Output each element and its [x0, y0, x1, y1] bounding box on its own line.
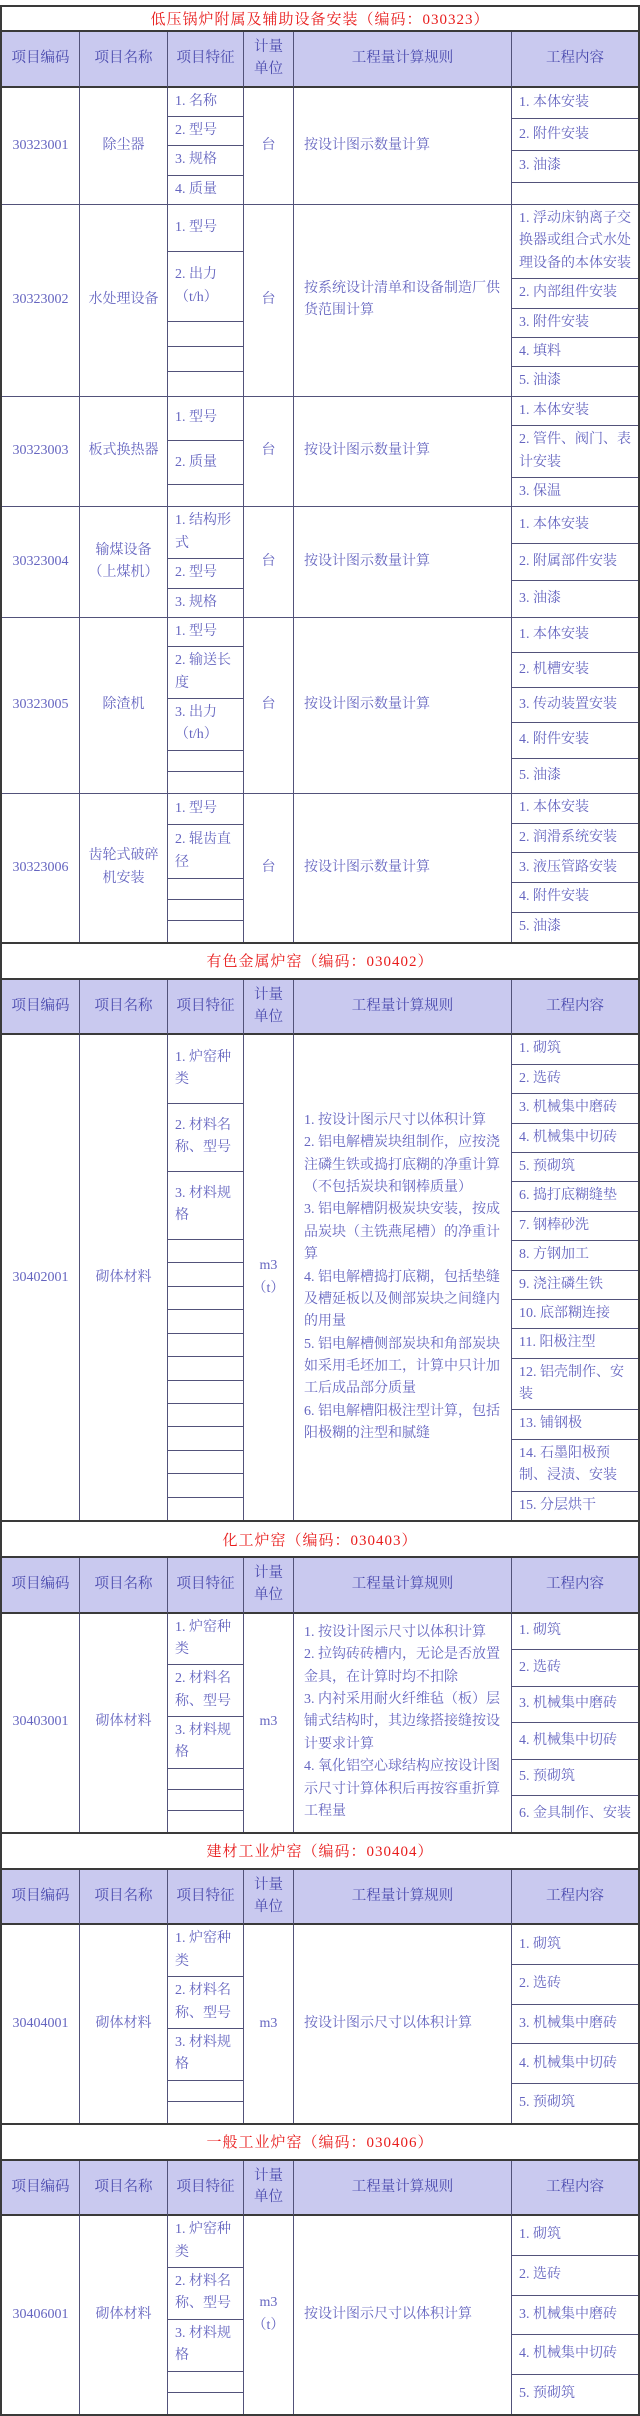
content-item: 3. 附件安装: [512, 309, 638, 338]
feature-item: 1. 炉窑种类: [168, 2216, 243, 2268]
rule-cell: [294, 205, 512, 397]
column-header: 项目特征: [168, 32, 244, 88]
feature-item: [168, 772, 243, 793]
column-header: 工程量计算规则: [294, 1870, 512, 1926]
section-5: [0, 2125, 640, 2416]
rule-item: 1. 按设计图示尺寸以体积计算: [304, 1112, 486, 1128]
feature-item: 3. 材料规格: [168, 2029, 243, 2081]
project-code-cell: 30404001: [2, 1925, 80, 2122]
unit-cell: [244, 507, 294, 618]
content-item: 11. 阳极注型: [512, 1329, 638, 1358]
column-header: 项目特征: [168, 1870, 244, 1926]
content-list-cell: [512, 2216, 638, 2413]
unit-line: （t）: [252, 1280, 285, 1296]
item-row: [2, 397, 638, 508]
unit-cell: [244, 205, 294, 397]
rule-item: 1. 按设计图示尺寸以体积计算: [304, 1624, 486, 1640]
content-item: 2. 机槽安装: [512, 653, 638, 688]
feature-item: [168, 2102, 243, 2123]
column-header: 计量单位: [244, 32, 294, 88]
rule-cell: [294, 2216, 512, 2413]
rule-item: 按设计图示尺寸以体积计算: [304, 2306, 472, 2322]
column-header: 工程内容: [512, 1870, 638, 1926]
feature-item: 1. 炉窑种类: [168, 1035, 243, 1103]
unit-cell: [244, 1614, 294, 1832]
rule-item: 6. 铝电解槽阳极注型计算，包括阳极糊的注型和腻缝: [304, 1403, 500, 1442]
feature-item: [168, 1381, 243, 1404]
content-list-cell: [512, 397, 638, 508]
unit-cell: [244, 1925, 294, 2122]
content-list-cell: [512, 507, 638, 618]
rule-item: 2. 铝电解槽炭块组制作，应按浇注磷生铁或捣打底糊的净重计算（不包括炭块和钢棒质量）: [304, 1135, 500, 1195]
content-item: 2. 选砖: [512, 2256, 638, 2296]
feature-item: [168, 900, 243, 921]
unit-line: m3: [259, 1258, 278, 1274]
column-header-row: [2, 1870, 638, 1926]
feature-list-cell: [168, 397, 244, 508]
content-item: 3. 保温: [519, 483, 561, 499]
item-row: [2, 1035, 638, 1520]
section-4: [0, 1834, 640, 2125]
unit-cell: [244, 794, 294, 942]
feature-item: [168, 1240, 243, 1263]
content-item: 1. 本体安装: [512, 507, 638, 544]
content-item: 1. 本体安装: [512, 794, 638, 824]
rule-item: 4. 铝电解槽捣打底糊，包括垫缝及槽延板以及侧部炭块之间缝内的用量: [304, 1269, 500, 1330]
content-item: 1. 砌筑: [512, 1614, 638, 1651]
section-title: 有色金属炉窑（编码：030402）: [2, 944, 638, 980]
feature-list-cell: [168, 1925, 244, 2122]
rule-cell: [294, 397, 512, 508]
project-code-cell: 30402001: [2, 1035, 80, 1520]
column-header-row: [2, 1558, 638, 1614]
content-item: 1. 本体安装: [512, 618, 638, 653]
content-item: 4. 附件安装: [512, 883, 638, 913]
feature-list-cell: [168, 618, 244, 794]
content-item: 3. 机械集中磨砖: [512, 1094, 638, 1123]
content-item: 1. 本体安装: [512, 397, 638, 426]
project-name-cell: 砌体材料: [80, 2216, 168, 2413]
content-item: 2. 选砖: [512, 1065, 638, 1094]
unit-line: 台: [261, 443, 276, 459]
feature-item: [168, 1427, 243, 1450]
rule-item: 按设计图示数量计算: [304, 697, 430, 713]
section-1: [0, 5, 640, 944]
column-header: 计量单位: [244, 980, 294, 1036]
rule-cell: [294, 88, 512, 206]
project-name-cell: 输煤设备（上煤机）: [80, 507, 168, 618]
content-item: 12. 铝壳制作、安装: [512, 1359, 638, 1411]
column-header-row: [2, 980, 638, 1036]
content-item: 14. 石墨阳极预制、浸渍、安装: [512, 1440, 638, 1492]
feature-item: [168, 322, 243, 347]
content-list-cell: [512, 88, 638, 206]
content-item: [512, 183, 638, 204]
column-header: 计量单位: [244, 2161, 294, 2217]
content-list-cell: [512, 1035, 638, 1520]
feature-item: 2. 质量: [168, 441, 243, 485]
feature-item: [168, 879, 243, 900]
item-row: [2, 1614, 638, 1832]
content-item: 6. 捣打底糊缝垫: [512, 1182, 638, 1211]
content-item: 6. 金具制作、安装: [519, 1805, 631, 1821]
project-name-cell: 齿轮式破碎机安装: [80, 794, 168, 942]
feature-item: 2. 型号: [168, 559, 243, 588]
content-item: 3. 油漆: [519, 590, 561, 606]
feature-item: 1. 炉窑种类: [168, 1614, 243, 1666]
rule-cell: [294, 618, 512, 794]
rule-item: 3. 内衬采用耐火纤维毡（板）层铺式结构时，其边缘搭接缝按设计要求计算: [304, 1692, 500, 1752]
feature-item: 2. 材料名称、型号: [168, 2268, 243, 2320]
rule-cell: [294, 794, 512, 942]
column-header: 项目名称: [80, 980, 168, 1036]
feature-item: [168, 2081, 243, 2102]
content-item: 5. 预砌筑: [519, 2095, 575, 2111]
project-code-cell: 30406001: [2, 2216, 80, 2413]
unit-line: m3: [259, 1714, 278, 1730]
content-list-cell: [512, 618, 638, 794]
feature-item: [168, 1263, 243, 1286]
project-code-cell: 30323001: [2, 88, 80, 206]
feature-item: [168, 372, 243, 396]
rule-item: 按设计图示数量计算: [304, 553, 430, 569]
column-header-row: [2, 32, 638, 88]
feature-item: 2. 材料名称、型号: [168, 1977, 243, 2029]
feature-item: 1. 炉窑种类: [168, 1925, 243, 1977]
column-header: 工程量计算规则: [294, 32, 512, 88]
project-code-cell: 30403001: [2, 1614, 80, 1832]
item-row: [2, 88, 638, 206]
feature-item: 1. 型号: [168, 205, 243, 252]
content-item: 4. 填料: [512, 338, 638, 367]
project-name-cell: 砌体材料: [80, 1925, 168, 2122]
column-header: 项目特征: [168, 980, 244, 1036]
feature-list-cell: [168, 205, 244, 397]
feature-item: 3. 规格: [175, 594, 217, 610]
feature-item: 1. 结构形式: [168, 507, 243, 559]
content-item: 4. 机械集中切砖: [512, 1124, 638, 1153]
unit-cell: [244, 1035, 294, 1520]
feature-item: 3. 材料规格: [168, 2320, 243, 2372]
item-row: [2, 618, 638, 794]
content-item: 1. 砌筑: [512, 2216, 638, 2256]
column-header: 工程内容: [512, 32, 638, 88]
project-name-cell: 除尘器: [80, 88, 168, 206]
column-header: 项目名称: [80, 1870, 168, 1926]
project-name-cell: 水处理设备: [80, 205, 168, 397]
rule-cell: [294, 1035, 512, 1520]
column-header-row: [2, 2161, 638, 2217]
content-item: 5. 油漆: [519, 919, 561, 935]
feature-item: 2. 辊齿直径: [168, 825, 243, 879]
column-header: 工程量计算规则: [294, 980, 512, 1036]
project-code-cell: 30323005: [2, 618, 80, 794]
unit-line: m3: [259, 2015, 278, 2031]
rule-item: 2. 拉钩砖砖槽内，无论是否放置金具，在计算时均不扣除: [304, 1647, 500, 1685]
feature-item: [168, 1357, 243, 1380]
item-row: [2, 507, 638, 618]
feature-item: [168, 1404, 243, 1427]
rule-item: 5. 铝电解槽侧部炭块和角部炭块如采用毛坯加工，计算中只计加工后成品部分质量: [304, 1336, 500, 1397]
content-list-cell: [512, 1925, 638, 2122]
unit-cell: [244, 618, 294, 794]
column-header: 工程量计算规则: [294, 2161, 512, 2217]
column-header: 项目名称: [80, 2161, 168, 2217]
column-header: 项目特征: [168, 2161, 244, 2217]
feature-list-cell: [168, 88, 244, 206]
column-header: 项目编码: [2, 32, 80, 88]
content-item: 5. 油漆: [519, 373, 561, 389]
feature-item: 2. 出力（t/h）: [168, 252, 243, 322]
column-header: 工程内容: [512, 980, 638, 1036]
rule-cell: [294, 507, 512, 618]
feature-list-cell: [168, 2216, 244, 2413]
feature-item: [168, 1451, 243, 1474]
column-header: 项目名称: [80, 1558, 168, 1614]
feature-item: [168, 751, 243, 772]
column-header: 项目编码: [2, 980, 80, 1036]
content-list-cell: [512, 1614, 638, 1832]
feature-item: 1. 型号: [168, 618, 243, 647]
rule-cell: [294, 1614, 512, 1832]
feature-list-cell: [168, 507, 244, 618]
content-item: 2. 选砖: [512, 1650, 638, 1687]
unit-line: （t）: [252, 2317, 285, 2333]
content-item: 1. 本体安装: [512, 88, 638, 120]
project-name-cell: 板式换热器: [80, 397, 168, 508]
content-item: 10. 底部糊连接: [512, 1300, 638, 1329]
feature-item: [168, 1790, 243, 1811]
project-name-cell: 除渣机: [80, 618, 168, 794]
feature-item: 3. 规格: [168, 146, 243, 175]
feature-item: 2. 材料名称、型号: [168, 1104, 243, 1172]
content-item: 5. 油漆: [519, 767, 561, 783]
unit-line: m3: [259, 2295, 278, 2311]
content-item: 5. 预砌筑: [519, 2386, 575, 2402]
feature-list-cell: [168, 794, 244, 942]
column-header: 项目编码: [2, 2161, 80, 2217]
feature-item: [168, 1310, 243, 1333]
feature-item: 3. 材料规格: [168, 1172, 243, 1240]
feature-item: [168, 1334, 243, 1357]
rule-item: 4. 氧化铝空心球结构应按设计图示尺寸计算体积后再按容重折算工程量: [304, 1759, 500, 1820]
rule-item: 按设计图示数量计算: [304, 859, 430, 875]
content-item: 5. 预砌筑: [512, 1760, 638, 1797]
content-item: 2. 选砖: [512, 1965, 638, 2005]
column-header: 计量单位: [244, 1870, 294, 1926]
feature-item: 3. 材料规格: [168, 1717, 243, 1769]
column-header: 项目名称: [80, 32, 168, 88]
feature-item: [168, 2393, 243, 2414]
feature-list-cell: [168, 1614, 244, 1832]
rule-item: 按系统设计清单和设备制造厂供货范围计算: [304, 281, 500, 319]
content-item: 4. 附件安装: [512, 723, 638, 758]
content-item: 3. 油漆: [512, 151, 638, 183]
project-code-cell: 30323002: [2, 205, 80, 397]
content-item: 2. 管件、阀门、表计安装: [512, 426, 638, 478]
content-item: 15. 分层烘干: [519, 1497, 596, 1513]
section-title: 化工炉窑（编码：030403）: [2, 1522, 638, 1558]
feature-item: 3. 出力（t/h）: [168, 699, 243, 751]
project-name-cell: 砌体材料: [80, 1614, 168, 1832]
content-item: 2. 内部组件安装: [512, 279, 638, 308]
content-item: 3. 液压管路安装: [512, 853, 638, 883]
unit-line: 台: [261, 697, 276, 713]
content-item: 1. 浮动床钠离子交换器或组合式水处理设备的本体安装: [512, 205, 638, 279]
content-item: 5. 预砌筑: [512, 1153, 638, 1182]
feature-item: 1. 型号: [168, 794, 243, 825]
feature-item: [168, 347, 243, 372]
feature-item: [168, 1287, 243, 1310]
unit-line: 台: [261, 859, 276, 875]
content-item: 3. 传动装置安装: [512, 688, 638, 723]
column-header: 计量单位: [244, 1558, 294, 1614]
column-header: 项目特征: [168, 1558, 244, 1614]
feature-item: 1. 名称: [168, 88, 243, 117]
feature-item: 2. 材料名称、型号: [168, 1665, 243, 1717]
unit-cell: [244, 2216, 294, 2413]
content-item: 8. 方钢加工: [512, 1241, 638, 1270]
content-item: 1. 砌筑: [512, 1925, 638, 1965]
section-title: 低压锅炉附属及辅助设备安装（编码：030323）: [2, 7, 638, 32]
project-code-cell: 30323006: [2, 794, 80, 942]
column-header: 工程内容: [512, 1558, 638, 1614]
item-row: [2, 794, 638, 942]
content-item: 2. 附属部件安装: [512, 544, 638, 581]
rule-item: 3. 铝电解槽阴极炭块安装，按成品炭块（主铣燕尾槽）的净重计算: [304, 1202, 500, 1263]
feature-item: 2. 型号: [168, 117, 243, 146]
content-item: 4. 机械集中切砖: [512, 2044, 638, 2084]
project-code-cell: 30323003: [2, 397, 80, 508]
feature-item: [168, 485, 243, 506]
section-title: 建材工业炉窑（编码：030404）: [2, 1834, 638, 1870]
content-item: 7. 钢棒砂洗: [512, 1212, 638, 1241]
feature-item: 1. 型号: [168, 397, 243, 441]
content-item: 4. 机械集中切砖: [512, 2335, 638, 2375]
feature-item: [168, 921, 243, 942]
project-name-cell: 砌体材料: [80, 1035, 168, 1520]
feature-item: 2. 输送长度: [168, 647, 243, 699]
feature-item: [168, 1769, 243, 1790]
section-3: [0, 1522, 640, 1834]
feature-item: [168, 1498, 243, 1520]
project-code-cell: 30323004: [2, 507, 80, 618]
content-item: 13. 铺钢极: [512, 1410, 638, 1439]
rule-cell: [294, 1925, 512, 2122]
unit-line: 台: [261, 292, 276, 308]
content-item: 3. 机械集中磨砖: [512, 2296, 638, 2336]
feature-item: [168, 2372, 243, 2393]
feature-item: [168, 1474, 243, 1497]
content-list-cell: [512, 794, 638, 942]
feature-item: 4. 质量: [175, 181, 217, 197]
content-item: 3. 机械集中磨砖: [512, 2005, 638, 2045]
content-list-cell: [512, 205, 638, 397]
unit-cell: [244, 397, 294, 508]
content-item: 9. 浇注磷生铁: [512, 1271, 638, 1300]
item-row: [2, 1925, 638, 2122]
unit-line: 台: [261, 553, 276, 569]
content-item: 4. 机械集中切砖: [512, 1723, 638, 1760]
unit-line: 台: [261, 137, 276, 153]
item-row: [2, 2216, 638, 2413]
section-title: 一般工业炉窑（编码：030406）: [2, 2125, 638, 2161]
column-header: 项目编码: [2, 1870, 80, 1926]
section-2: [0, 944, 640, 1522]
unit-cell: [244, 88, 294, 206]
rule-item: 按设计图示数量计算: [304, 443, 430, 459]
feature-list-cell: [168, 1035, 244, 1520]
rule-item: 按设计图示尺寸以体积计算: [304, 2015, 472, 2031]
content-item: 3. 机械集中磨砖: [512, 1687, 638, 1724]
column-header: 工程量计算规则: [294, 1558, 512, 1614]
item-row: [2, 205, 638, 397]
content-item: 2. 润滑系统安装: [512, 824, 638, 854]
content-item: 1. 砌筑: [512, 1035, 638, 1064]
column-header: 工程内容: [512, 2161, 638, 2217]
content-item: 2. 附件安装: [512, 119, 638, 151]
rule-item: 按设计图示数量计算: [304, 137, 430, 153]
column-header: 项目编码: [2, 1558, 80, 1614]
feature-item: [168, 1811, 243, 1832]
